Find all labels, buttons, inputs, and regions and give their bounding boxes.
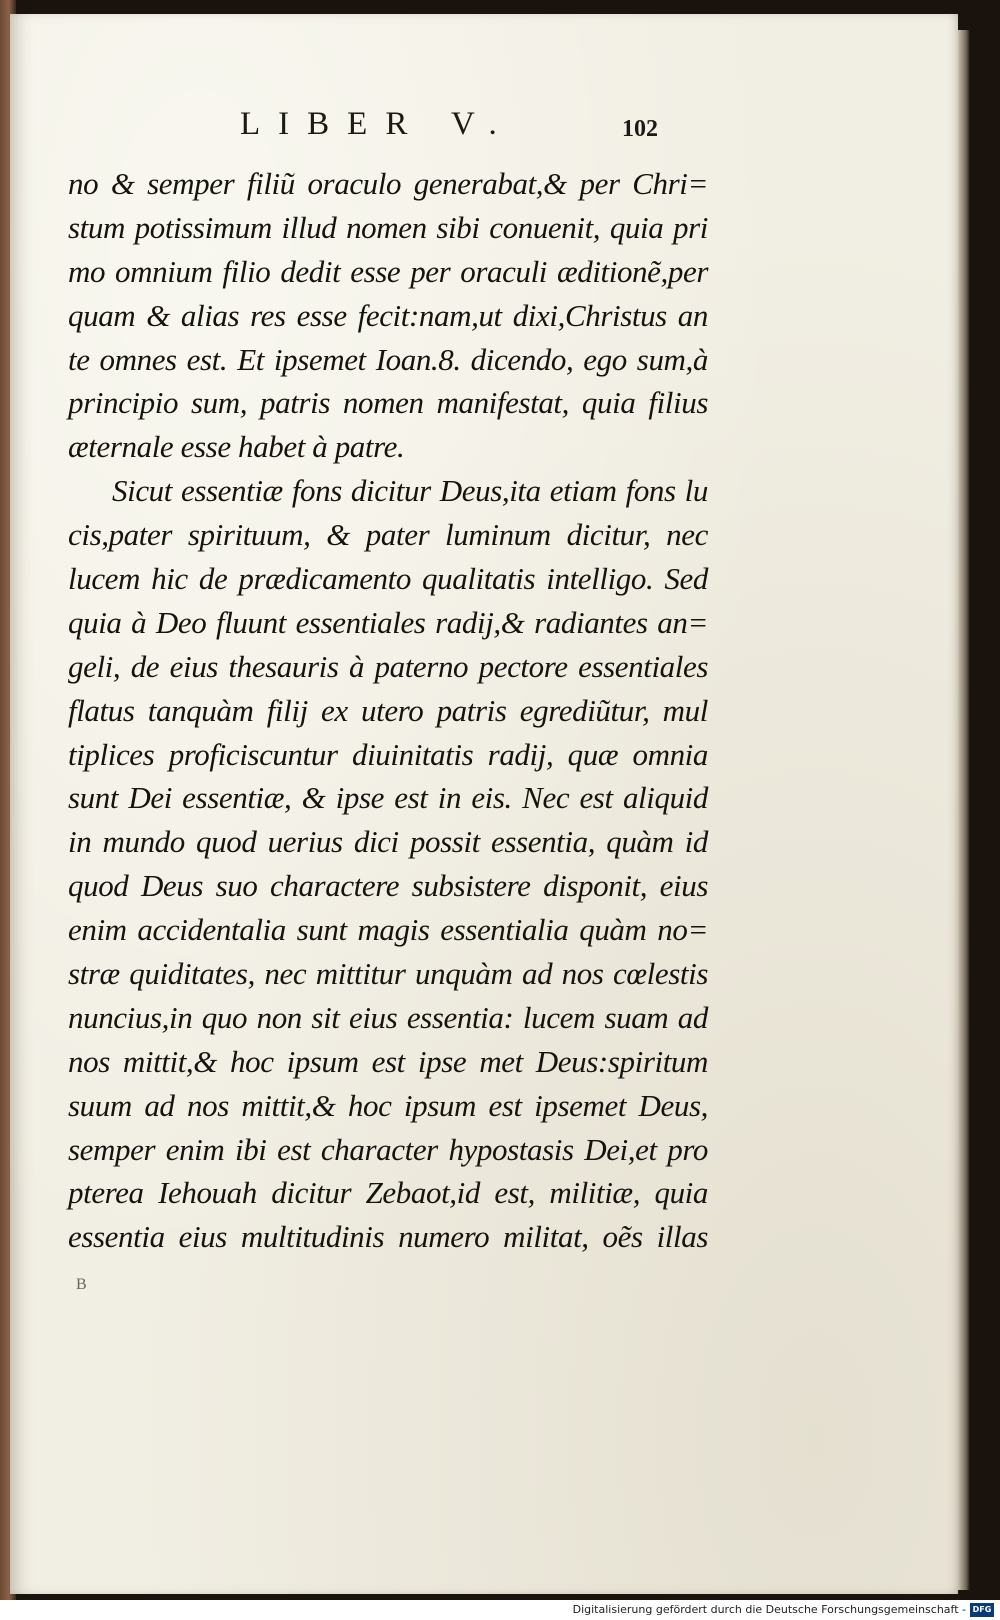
page-number: 102	[622, 116, 658, 142]
text-line: æternale esse habet à patre.	[68, 429, 405, 465]
text-line: nuncius,in quo non sit eius essentia: lucem suam ad	[68, 999, 708, 1035]
text-line: Sicut essentiæ fons dicitur Deus,ita etiam fons lu	[112, 473, 708, 509]
book-page	[10, 14, 958, 1594]
running-title: LIBER V.	[240, 106, 515, 142]
text-line: pterea Iehouah dicitur Zebaot,id est, militiæ, quia	[68, 1175, 708, 1211]
text-line: nos mittit,& hoc ipsum est ipse met Deus:spiritum	[68, 1043, 708, 1079]
text-line: semper enim ibi est character hypostasis Dei,et pro	[68, 1131, 708, 1167]
text-line: te omnes est. Et ipsemet Ioan.8. dicendo, ego sum,à	[68, 341, 708, 377]
funding-credit: Digitalisierung gefördert durch die Deutsche Forschungsgemeinschaft -	[572, 1603, 966, 1616]
text-line: in mundo quod uerius dici possit essentia, quàm id	[68, 824, 708, 860]
text-line: suum ad nos mittit,& hoc ipsum est ipsemet Deus,	[68, 1087, 708, 1123]
text-line: lucem hic de prædicamento qualitatis intelligo. Sed	[68, 561, 708, 597]
text-line: cis,pater spirituum, & pater luminum dicitur, nec	[68, 517, 708, 553]
signature-mark: B	[76, 1276, 87, 1293]
text-line: mo omnium filio dedit esse per oraculi æditionẽ,per	[68, 253, 708, 289]
text-line: essentia eius multitudinis numero militat, oẽs illas	[68, 1219, 708, 1255]
text-line: stum potissimum illud nomen sibi conuenit, quia pri	[68, 209, 708, 245]
text-line: quia à Deo fluunt essentiales radij,& radiantes an=	[68, 604, 708, 640]
dfg-logo: DFG	[970, 1603, 994, 1617]
text-line: quam & alias res esse fecit:nam,ut dixi,Christus an	[68, 297, 708, 333]
text-line: principio sum, patris nomen manifestat, quia filius	[68, 385, 708, 421]
text-line: sunt Dei essentiæ, & ipse est in eis. Nec est aliquid	[68, 780, 708, 816]
text-line: no & semper filiũ oraculo generabat,& per Chri=	[68, 166, 708, 201]
body-text	[68, 162, 708, 1259]
text-line: geli, de eius thesauris à paterno pectore essentiales	[68, 648, 708, 684]
text-line: enim accidentalia sunt magis essentialia quàm no=	[68, 912, 708, 948]
page-edge-shadow	[958, 30, 970, 1590]
text-line: flatus tanquàm filij ex utero patris egrediũtur, mul	[68, 692, 708, 728]
text-line: quod Deus suo charactere subsistere disponit, eius	[68, 868, 708, 904]
text-line: stræ quiditates, nec mittitur unquàm ad nos cœlestis	[68, 956, 708, 992]
text-line: tiplices proficiscuntur diuinitatis radij, quæ omnia	[68, 736, 708, 772]
